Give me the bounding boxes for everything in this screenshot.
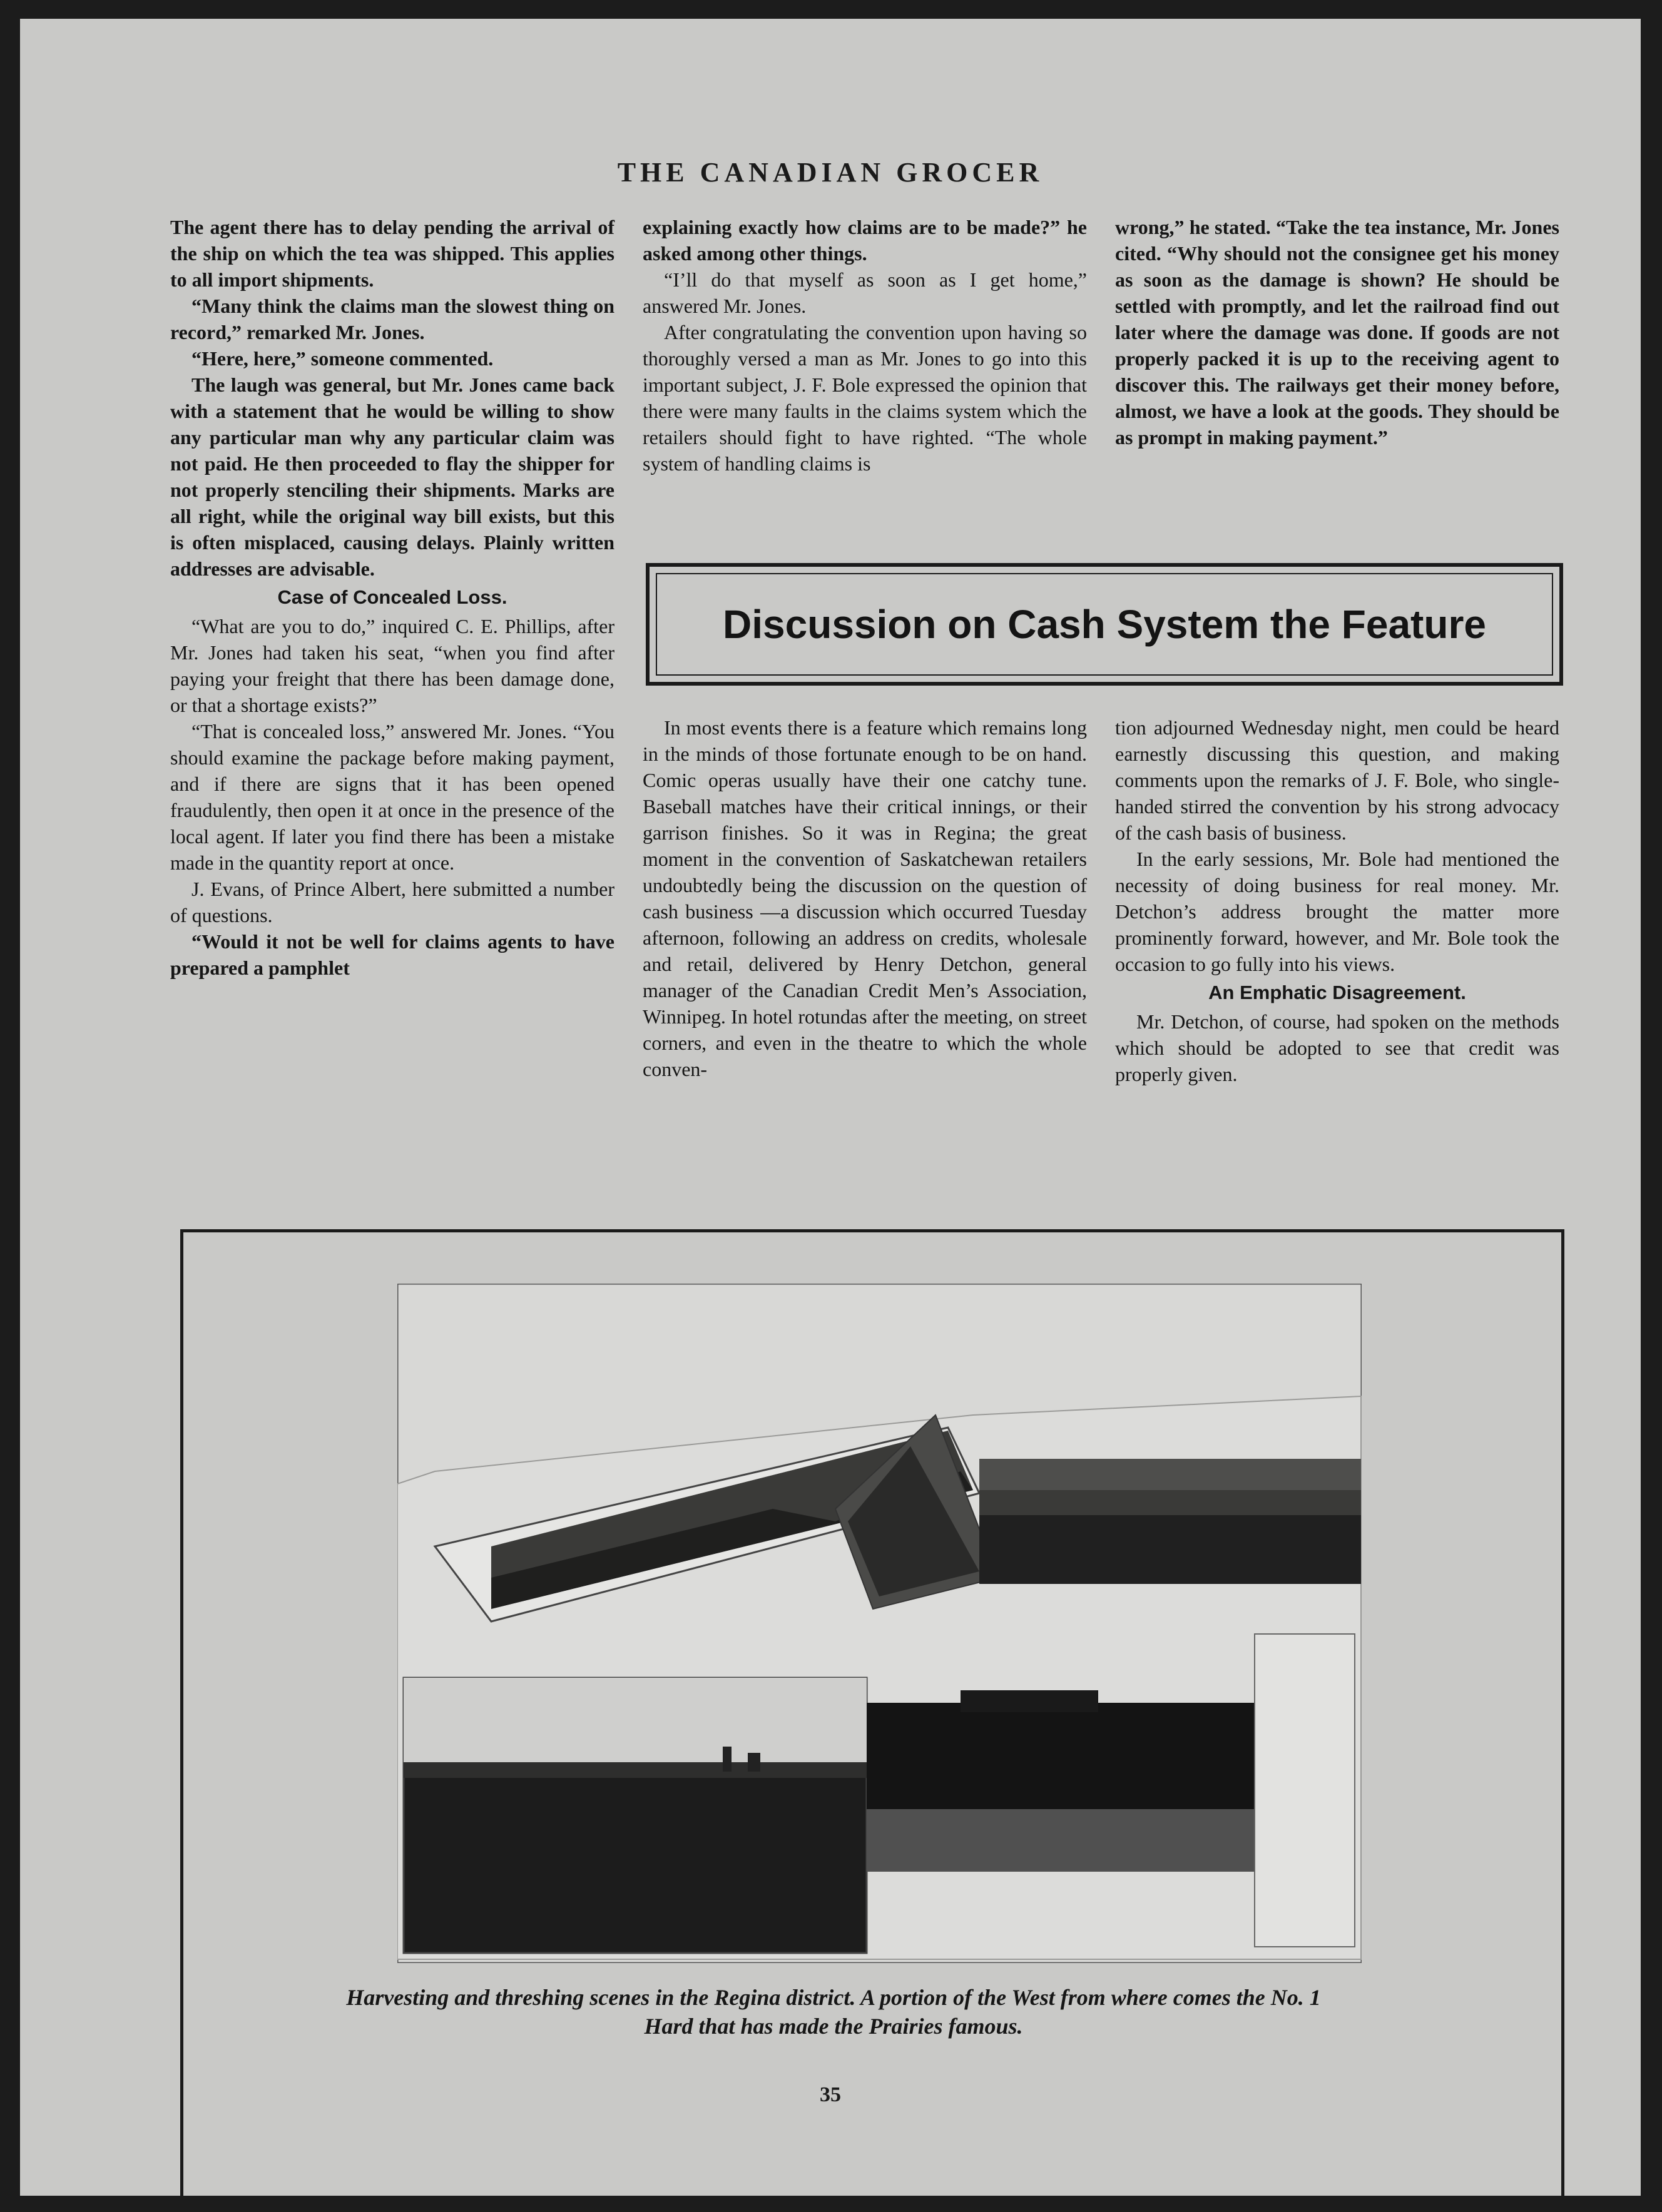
paragraph: In the early sessions, Mr. Bole had mentioned the necessity of doing business for real money. Mr. Detchon’s address brought the matter more prominently forward, however, and Mr. Bole took the occasion to go fully into his views.: [1115, 848, 1559, 975]
paragraph: “Would it not be well for claims agents to have prepared a pamphlet: [170, 930, 614, 979]
subheading: An Emphatic Disagreement.: [1208, 982, 1466, 1003]
column-middle-top: [643, 214, 1087, 477]
subheading: Case of Concealed Loss.: [277, 586, 507, 608]
paragraph: “Many think the claims man the slowest thing on record,” remarked Mr. Jones.: [170, 295, 614, 343]
running-head: THE CANADIAN GROCER: [617, 157, 1044, 188]
paragraph: The laugh was general, but Mr. Jones came back with a statement that he would be willing to show any particular man why any particular claim was not paid. He then proceeded to flay the shipper for not properly stenciling their shipments. Marks are all right, while the original way bill exists, but this is often misplaced, causing delays. Plainly written addresses are advisable.: [170, 373, 614, 580]
magazine-page: [20, 19, 1641, 2196]
paragraph: Mr. Detchon, of course, had spoken on the methods which should be adopted to see that credit was properly given.: [1115, 1010, 1559, 1085]
page-number: 35: [820, 2083, 841, 2106]
paragraph: explaining exactly how claims are to be made?” he asked among other things.: [643, 216, 1087, 265]
harvest-photo-montage: [397, 1284, 1362, 1963]
paragraph: J. Evans, of Prince Albert, here submitted a number of questions.: [170, 878, 614, 926]
column-left: [170, 214, 614, 981]
paragraph: “What are you to do,” inquired C. E. Phillips, after Mr. Jones had taken his seat, “when you find after paying your freight that there has been damage done, or that a shortage exists?”: [170, 615, 614, 716]
paragraph: The agent there has to delay pending the arrival of the ship on which the tea was shipped. This applies to all import shipments.: [170, 216, 614, 291]
paragraph: In most events there is a feature which remains long in the minds of those fortunate enough to be on hand. Comic operas usually have their one catchy tune. Baseball matches have their critical innings, or their garrison finishes. So it was in Regina; the great moment in the convention of Saskatchewan retailers undoubtedly being the discussion on the question of cash business —a discussion which occurred Tuesday afternoon, following an address on credits, wholesale and retail, delivered by Henry Detchon, general manager of the Canadian Credit Men’s Association, Winnipeg. In hotel rotundas after the meeting, on street corners, and even in the theatre to which the whole conven-: [643, 716, 1087, 1080]
paragraph: “That is concealed loss,” answered Mr. Jones. “You should examine the package before making payment, and if there are signs that it has been opened fraudulently, then open it at once in the presence of the local agent. If later you find there has been a mistake made in the quantity report at once.: [170, 720, 614, 874]
paragraph: “I’ll do that myself as soon as I get home,” answered Mr. Jones.: [643, 268, 1087, 317]
paragraph: tion adjourned Wednesday night, men could be heard earnestly discussing this question, and making comments upon the remarks of J. F. Bole, who single-handed stirred the convention by his strong advocacy of the cash basis of business.: [1115, 716, 1559, 844]
caption-line: Harvesting and threshing scenes in the Regina district. A portion of the West from where comes the No. 1: [346, 1985, 1321, 2010]
column-right-top: [1115, 214, 1559, 450]
headline: Discussion on Cash System the Feature: [723, 602, 1486, 647]
column-middle-bottom: [643, 714, 1087, 1082]
caption-line: Hard that has made the Prairies famous.: [644, 2014, 1023, 2039]
photo-caption: [145, 1983, 1522, 2041]
column-right-bottom: [1115, 714, 1559, 1087]
paragraph: “Here, here,” someone commented.: [191, 347, 494, 370]
paragraph: wrong,” he stated. “Take the tea instance, Mr. Jones cited. “Why should not the consignee get his money as soon as the damage is shown? He should be settled with promptly, and let the railroad find out later where the damage was done. If goods are not properly packed it is up to the receiving agent to discover this. The railways get their money before, almost, we have a look at the goods. They should be as prompt in making payment.”: [1115, 216, 1559, 449]
paragraph: After congratulating the convention upon having so thoroughly versed a man as Mr. Jones to go into this important subject, J. F. Bole expressed the opinion that there were many faults in the claims system which the retailers should fight to have righted. “The whole system of handling claims is: [643, 321, 1087, 475]
headline-box: [646, 563, 1563, 686]
